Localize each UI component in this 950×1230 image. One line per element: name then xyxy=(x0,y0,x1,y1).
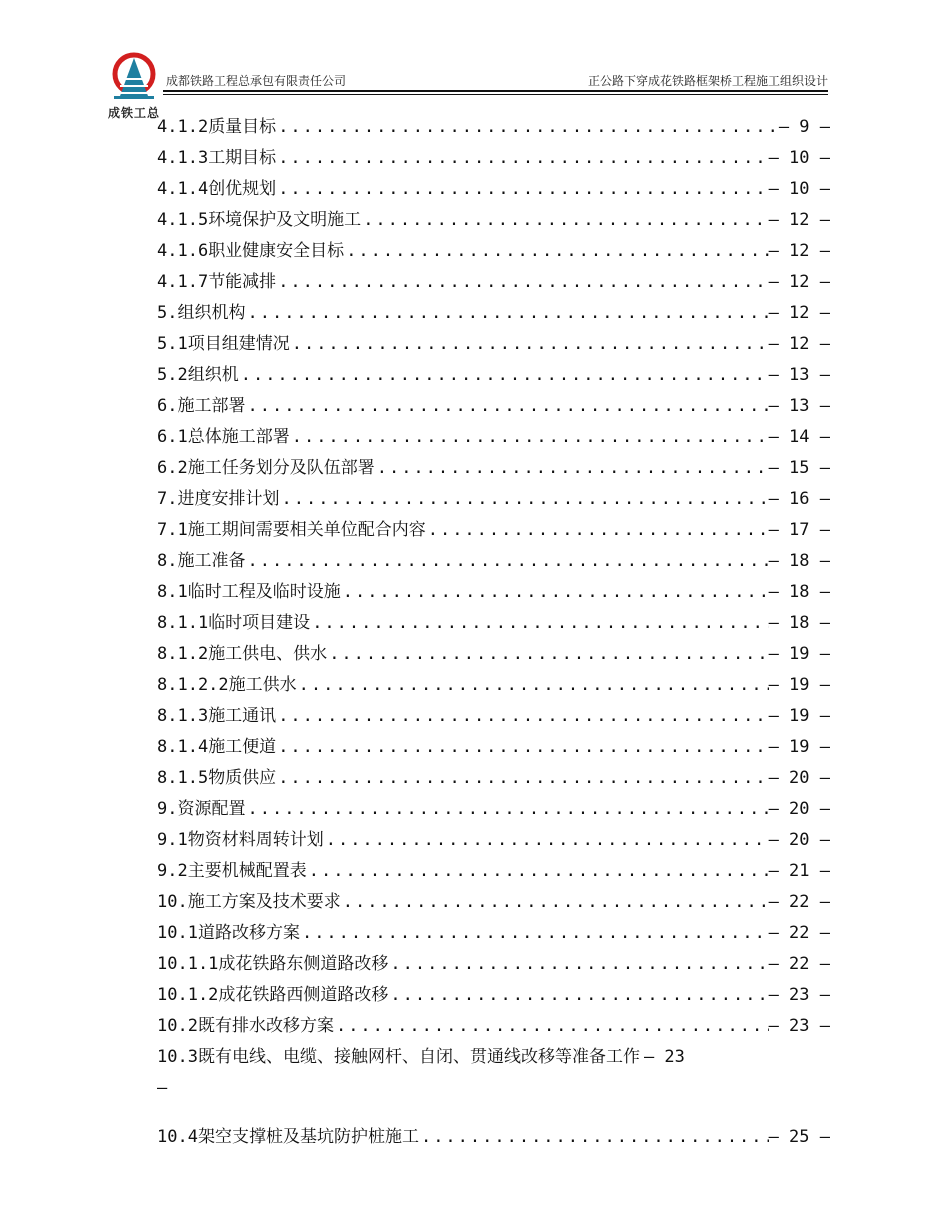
toc-entry-title: 施工通讯 xyxy=(208,706,277,726)
toc-entry[interactable] xyxy=(157,1011,830,1042)
company-name: 成都铁路工程总承包有限责任公司 xyxy=(166,74,347,88)
toc-entry-page: – 12 – xyxy=(768,241,830,261)
toc-leader-dots xyxy=(310,608,768,639)
toc-entry-title: 质量目标 xyxy=(208,117,277,137)
toc-entry-title: 临时工程及临时设施 xyxy=(187,582,341,602)
toc-entry[interactable] xyxy=(157,546,830,577)
toc-entry[interactable] xyxy=(157,236,830,267)
toc-leader-dots xyxy=(276,267,768,298)
toc-leader-dots xyxy=(341,577,769,608)
toc-entry-number: 8.1.5 xyxy=(157,768,209,788)
toc-entry-number: 10.1.1 xyxy=(157,954,219,974)
toc-entry-title: 临时项目建设 xyxy=(208,613,311,633)
toc-entry-page: – 23 – xyxy=(768,1016,830,1036)
toc-entry-page: – 12 – xyxy=(768,303,830,323)
logo-text: 成铁工总 xyxy=(108,106,161,120)
toc-entry-number: 8.1.2 xyxy=(157,644,209,664)
toc-leader-dots xyxy=(290,422,769,453)
toc-entry-number: 4.1.7 xyxy=(157,272,209,292)
toc-entry-number: 4.1.4 xyxy=(157,179,209,199)
toc-entry-title: 施工期间需要相关单位配合内容 xyxy=(187,520,426,540)
toc-entry-title: 物资材料周转计划 xyxy=(187,830,324,850)
toc-entry[interactable] xyxy=(157,422,830,453)
toc-entry-number: 8.1.4 xyxy=(157,737,209,757)
toc-entry[interactable] xyxy=(157,205,830,236)
toc-leader-dots xyxy=(388,949,768,980)
toc-entry-title: 成花铁路东侧道路改移 xyxy=(218,954,389,974)
toc-leader-dots xyxy=(361,205,768,236)
toc-entry-title: 组织机 xyxy=(187,365,239,385)
toc-leader-dots xyxy=(276,763,768,794)
toc-entry[interactable] xyxy=(157,391,830,422)
toc-entry-number: 10.4 xyxy=(157,1127,198,1147)
toc-entry[interactable] xyxy=(157,670,830,701)
toc-entry-title: 既有电线、电缆、接触网杆、自闭、贯通线改移等准备工作 xyxy=(197,1047,640,1067)
toc-entry[interactable] xyxy=(157,174,830,205)
toc-entry-page: – 19 – xyxy=(768,644,830,664)
toc-entry-number: 4.1.2 xyxy=(157,117,209,137)
toc-entry-title: 架空支撑桩及基坑防护桩施工 xyxy=(197,1127,419,1147)
toc-leader-dots xyxy=(419,1122,769,1153)
toc-entry-page: – 23 – xyxy=(768,985,830,1005)
toc-entry-page: – 10 – xyxy=(768,179,830,199)
header-rule-thick xyxy=(163,90,828,92)
toc-entry-number: 8.1.1 xyxy=(157,613,209,633)
toc-entry[interactable] xyxy=(157,360,830,391)
toc-entry-page-tail: – xyxy=(157,1078,168,1098)
toc-entry-page: – 18 – xyxy=(768,613,830,633)
toc-entry-title: 总体施工部署 xyxy=(187,427,290,447)
toc-entry-number: 5.1 xyxy=(157,334,188,354)
toc-entry[interactable] xyxy=(157,887,830,918)
toc-entry[interactable] xyxy=(157,701,830,732)
toc-entry-page: – 16 – xyxy=(768,489,830,509)
toc-leader-dots xyxy=(341,887,769,918)
toc-entry[interactable] xyxy=(157,143,830,174)
toc-entry[interactable] xyxy=(157,515,830,546)
toc-entry-title: 进度安排计划 xyxy=(177,489,280,509)
toc-entry[interactable] xyxy=(157,949,830,980)
toc-entry-number: 6.2 xyxy=(157,458,188,478)
toc-entry-title: 创优规划 xyxy=(208,179,277,199)
toc-entry-number: 4.1.6 xyxy=(157,241,209,261)
toc-entry-page: – 13 – xyxy=(768,396,830,416)
toc-entry-page: – 23 xyxy=(643,1047,685,1067)
toc-entry-number: 10.3 xyxy=(157,1047,198,1067)
toc-entry-wrapped[interactable] xyxy=(157,1042,830,1073)
toc-leader-dots xyxy=(334,1011,769,1042)
toc-entry-title: 施工供电、供水 xyxy=(208,644,328,664)
toc-leader-dots xyxy=(245,298,768,329)
toc-entry-number: 8. xyxy=(157,551,178,571)
toc-leader-dots xyxy=(276,174,768,205)
table-of-contents xyxy=(157,112,830,1153)
document-title: 正公路下穿成花铁路框架桥工程施工组织设计 xyxy=(587,74,828,88)
toc-entry-page: – 14 – xyxy=(768,427,830,447)
toc-entry-page: – 12 – xyxy=(768,272,830,292)
toc-entry[interactable] xyxy=(157,639,830,670)
toc-entry-number: 5.2 xyxy=(157,365,188,385)
toc-entry-page: – 22 – xyxy=(768,954,830,974)
toc-entry-number: 10. xyxy=(157,892,188,912)
toc-entry-title: 施工便道 xyxy=(208,737,277,757)
toc-leader-dots xyxy=(276,143,768,174)
toc-leader-dots xyxy=(324,825,769,856)
toc-entry-title: 施工供水 xyxy=(228,675,297,695)
toc-entry-page: – 22 – xyxy=(768,923,830,943)
toc-leader-dots xyxy=(375,453,769,484)
toc-entry-number: 10.1 xyxy=(157,923,198,943)
toc-entry-title: 成花铁路西侧道路改移 xyxy=(218,985,389,1005)
toc-entry[interactable] xyxy=(157,484,830,515)
toc-leader-dots xyxy=(426,515,769,546)
toc-entry[interactable] xyxy=(157,267,830,298)
toc-leader-dots xyxy=(245,391,768,422)
toc-entry[interactable] xyxy=(157,825,830,856)
toc-entry[interactable] xyxy=(157,298,830,329)
toc-entry-number: 6. xyxy=(157,396,178,416)
toc-entry-title: 项目组建情况 xyxy=(187,334,290,354)
toc-entry[interactable] xyxy=(157,112,830,143)
toc-entry-title: 环境保护及文明施工 xyxy=(208,210,362,230)
toc-entry[interactable] xyxy=(157,918,830,949)
toc-entry-page: – 25 – xyxy=(768,1127,830,1147)
toc-leader-dots xyxy=(245,546,768,577)
toc-entry-number: 4.1.3 xyxy=(157,148,209,168)
toc-entry-page: – 12 – xyxy=(768,210,830,230)
toc-entry[interactable] xyxy=(157,608,830,639)
toc-entry-title: 资源配置 xyxy=(177,799,246,819)
toc-entry[interactable] xyxy=(157,763,830,794)
toc-entry[interactable] xyxy=(157,856,830,887)
toc-entry-number: 7. xyxy=(157,489,178,509)
toc-entry-title: 施工方案及技术要求 xyxy=(187,892,341,912)
toc-entry[interactable] xyxy=(157,980,830,1011)
toc-entry-title: 物质供应 xyxy=(208,768,277,788)
toc-entry-number: 4.1.5 xyxy=(157,210,209,230)
toc-entry[interactable] xyxy=(157,794,830,825)
toc-entry[interactable] xyxy=(157,577,830,608)
toc-leader-dots xyxy=(300,918,769,949)
toc-entry[interactable] xyxy=(157,329,830,360)
toc-entry-number: 7.1 xyxy=(157,520,188,540)
toc-leader-dots xyxy=(276,112,779,143)
toc-leader-dots xyxy=(239,360,769,391)
toc-entry-page: – 13 – xyxy=(768,365,830,385)
toc-entry-page: – 19 – xyxy=(768,706,830,726)
toc-entry-number: 10.2 xyxy=(157,1016,198,1036)
toc-entry-page: – 18 – xyxy=(768,582,830,602)
toc-leader-dots xyxy=(327,639,768,670)
toc-entry-page: – 9 – xyxy=(778,117,830,137)
toc-entry-page: – 12 – xyxy=(768,334,830,354)
toc-leader-dots xyxy=(276,732,768,763)
toc-entry-number: 8.1 xyxy=(157,582,188,602)
toc-entry-page: – 10 – xyxy=(768,148,830,168)
toc-entry-page: – 19 – xyxy=(768,675,830,695)
toc-entry-title: 主要机械配置表 xyxy=(187,861,307,881)
toc-entry-number: 5. xyxy=(157,303,178,323)
toc-entry[interactable] xyxy=(157,453,830,484)
toc-entry-title: 道路改移方案 xyxy=(197,923,300,943)
toc-entry-number: 9.2 xyxy=(157,861,188,881)
toc-leader-dots xyxy=(297,670,769,701)
header-rule-thin xyxy=(163,94,828,95)
toc-entry-page: – 22 – xyxy=(768,892,830,912)
toc-entry-title: 工期目标 xyxy=(208,148,277,168)
toc-leader-dots xyxy=(307,856,769,887)
toc-entry-title: 组织机构 xyxy=(177,303,246,323)
toc-entry-number: 8.1.3 xyxy=(157,706,209,726)
toc-entry-title: 节能减排 xyxy=(208,272,277,292)
toc-entry-page: – 20 – xyxy=(768,830,830,850)
toc-entry-last[interactable] xyxy=(157,1122,830,1153)
toc-entry-title: 施工部署 xyxy=(177,396,246,416)
toc-entry-title: 施工准备 xyxy=(177,551,246,571)
toc-leader-dots xyxy=(388,980,768,1011)
toc-leader-dots xyxy=(344,236,768,267)
toc-entry-page: – 20 – xyxy=(768,768,830,788)
toc-entry-title: 职业健康安全目标 xyxy=(208,241,345,261)
toc-leader-dots xyxy=(245,794,768,825)
toc-entry-page: – 21 – xyxy=(768,861,830,881)
toc-entry-page: – 20 – xyxy=(768,799,830,819)
toc-entry-number: 6.1 xyxy=(157,427,188,447)
toc-leader-dots xyxy=(276,701,768,732)
toc-entry-page: – 18 – xyxy=(768,551,830,571)
toc-entry-title: 既有排水改移方案 xyxy=(197,1016,334,1036)
toc-entry-page: – 19 – xyxy=(768,737,830,757)
toc-entry-page: – 15 – xyxy=(768,458,830,478)
toc-entry-number: 10.1.2 xyxy=(157,985,219,1005)
toc-entry-title: 施工任务划分及队伍部署 xyxy=(187,458,375,478)
toc-leader-dots xyxy=(290,329,769,360)
toc-entry-number: 9.1 xyxy=(157,830,188,850)
toc-entry-number: 9. xyxy=(157,799,178,819)
toc-leader-dots xyxy=(279,484,768,515)
toc-entry-number: 8.1.2.2 xyxy=(157,675,229,695)
toc-entry[interactable] xyxy=(157,732,830,763)
toc-entry-page: – 17 – xyxy=(768,520,830,540)
